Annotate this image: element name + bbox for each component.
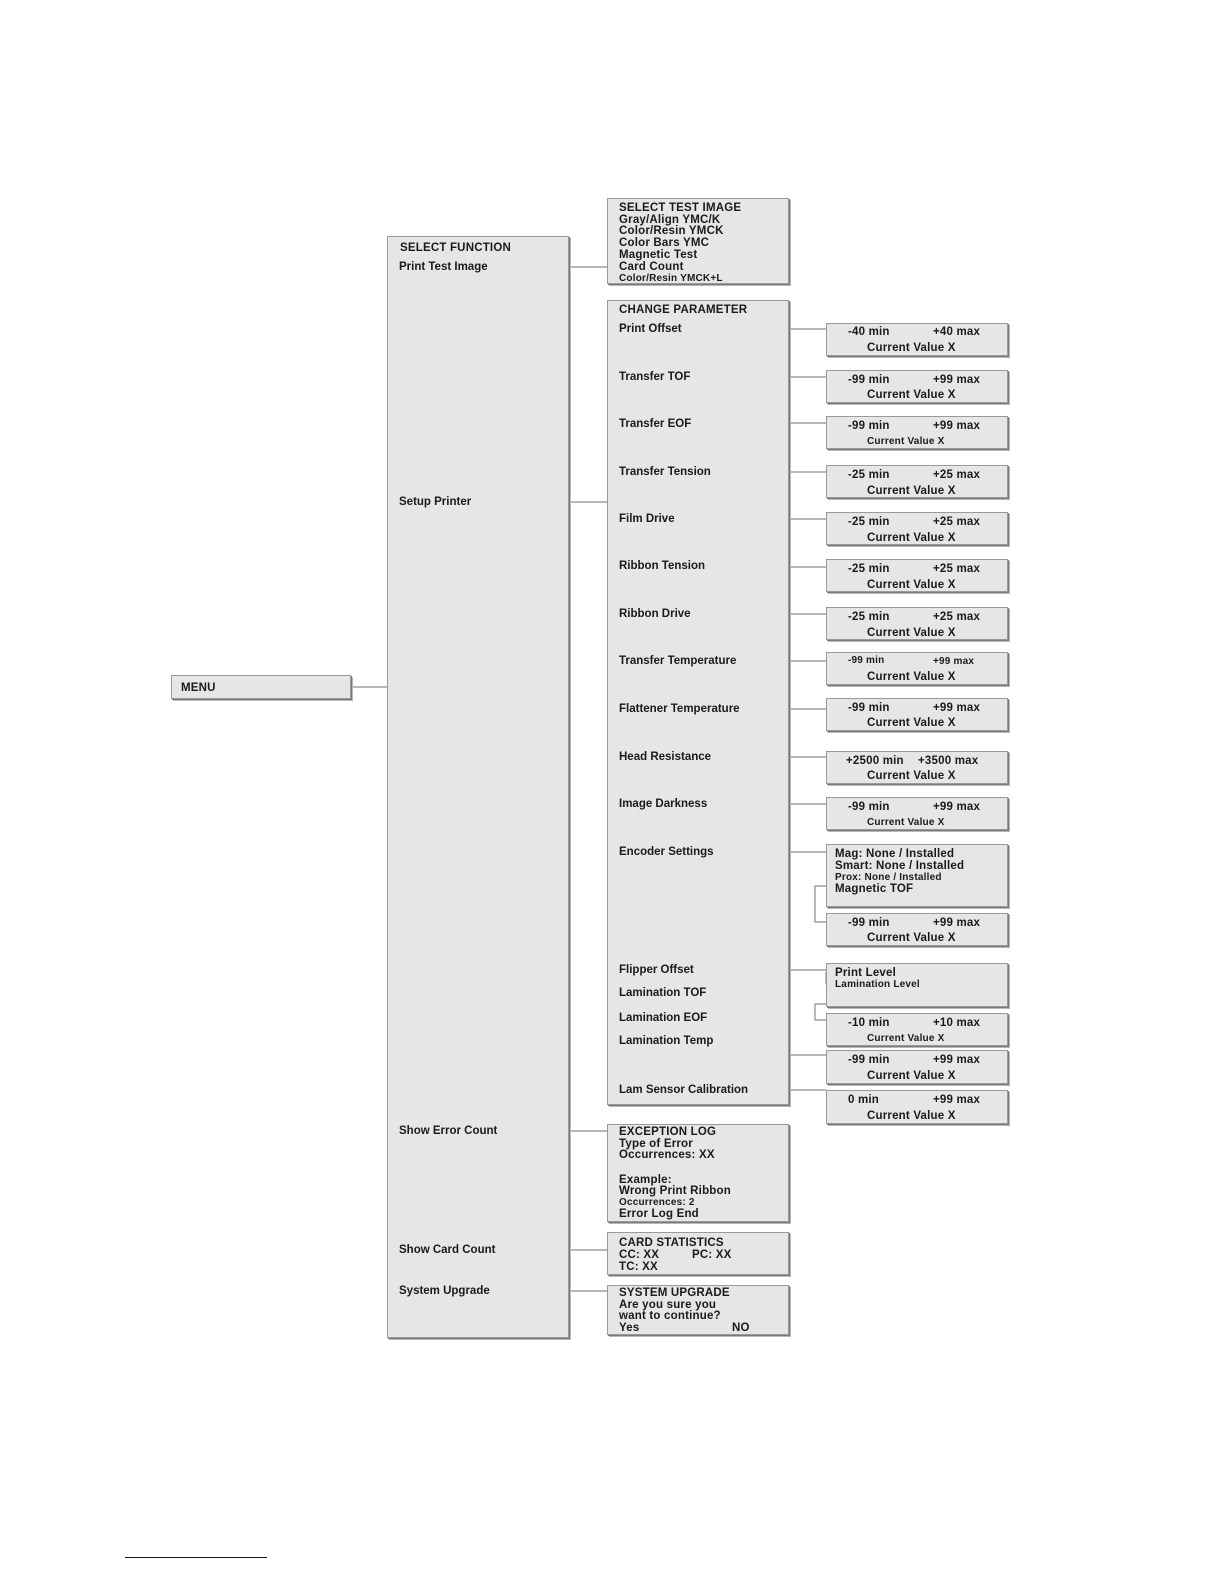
max-value: +40 max (933, 326, 981, 338)
test-image-option[interactable]: Color/Resin YMCK (619, 225, 724, 237)
value-box-ribbon-tension (826, 559, 1008, 592)
card-statistics-box (607, 1232, 789, 1275)
min-value: -10 min (848, 1017, 890, 1029)
encoder-option[interactable]: Magnetic TOF (835, 883, 914, 895)
exception-log-line: Occurrences: 2 (619, 1197, 695, 1208)
param-lamination-tof[interactable]: Lamination TOF (619, 987, 707, 999)
encoder-option[interactable]: Smart: None / Installed (835, 860, 965, 872)
select-function-title: SELECT FUNCTION (400, 242, 511, 254)
max-value: +25 max (933, 516, 981, 528)
value-box-lam-sensor-calibration (826, 1090, 1008, 1124)
current-value: Current Value X (867, 342, 956, 354)
current-value: Current Value X (867, 436, 945, 447)
current-value: Current Value X (867, 627, 956, 639)
min-value: -99 min (848, 420, 890, 432)
card-count-tc: TC: XX (619, 1261, 658, 1273)
param-lamination-temp[interactable]: Lamination Temp (619, 1035, 714, 1047)
value-box-head-resistance (826, 751, 1008, 784)
exception-log-line: Occurrences: XX (619, 1149, 715, 1161)
value-box-flipper-offset (826, 1013, 1008, 1046)
footnote-rule (125, 1557, 267, 1558)
param-film-drive[interactable]: Film Drive (619, 513, 675, 525)
system-upgrade-prompt: Are you sure you (619, 1299, 717, 1311)
min-value: -99 min (848, 917, 890, 929)
value-box-magnetic-tof (826, 913, 1008, 946)
min-value: 0 min (848, 1094, 880, 1106)
current-value: Current Value X (867, 579, 956, 591)
value-box-lamination (826, 1050, 1008, 1084)
min-value: -99 min (848, 655, 885, 666)
exception-log-line: Example: (619, 1174, 672, 1186)
yes-option[interactable]: Yes (619, 1322, 640, 1334)
test-image-option[interactable]: Color/Resin YMCK+L (619, 273, 723, 284)
param-lam-sensor-calibration[interactable]: Lam Sensor Calibration (619, 1084, 749, 1096)
max-value: +99 max (933, 702, 981, 714)
min-value: -25 min (848, 516, 890, 528)
param-ribbon-drive[interactable]: Ribbon Drive (619, 608, 691, 620)
menu-box[interactable] (171, 675, 351, 699)
test-image-option[interactable]: Color Bars YMC (619, 237, 710, 249)
min-value: +2500 min (846, 755, 904, 767)
value-box-ribbon-drive (826, 607, 1008, 640)
max-value: +99 max (933, 420, 981, 432)
menu-item-print-test-image[interactable]: Print Test Image (399, 261, 488, 273)
select-test-image-box (607, 198, 789, 284)
card-count-pc: PC: XX (692, 1249, 732, 1261)
min-value: -25 min (848, 563, 890, 575)
value-box-print-offset (826, 323, 1008, 356)
current-value: Current Value X (867, 389, 956, 401)
value-box-flattener-temperature (826, 698, 1008, 731)
value-box-transfer-temperature (826, 652, 1008, 685)
current-value: Current Value X (867, 532, 956, 544)
current-value: Current Value X (867, 932, 956, 944)
max-value: +25 max (933, 469, 981, 481)
current-value: Current Value X (867, 1070, 956, 1082)
menu-item-system-upgrade[interactable]: System Upgrade (399, 1285, 490, 1297)
min-value: -99 min (848, 1054, 890, 1066)
value-box-transfer-eof (826, 416, 1008, 449)
current-value: Current Value X (867, 1110, 956, 1122)
param-transfer-tof[interactable]: Transfer TOF (619, 371, 691, 383)
encoder-option[interactable]: Mag: None / Installed (835, 848, 955, 860)
max-value: +99 max (933, 656, 975, 667)
select-test-image-title: SELECT TEST IMAGE (619, 202, 742, 214)
flipper-option[interactable]: Print Level (835, 967, 896, 979)
exception-log-line: Wrong Print Ribbon (619, 1185, 731, 1197)
test-image-option[interactable]: Gray/Align YMC/K (619, 214, 721, 226)
param-encoder-settings[interactable]: Encoder Settings (619, 846, 714, 858)
menu-item-show-card-count[interactable]: Show Card Count (399, 1244, 496, 1256)
card-statistics-title: CARD STATISTICS (619, 1237, 724, 1249)
min-value: -40 min (848, 326, 890, 338)
system-upgrade-title: SYSTEM UPGRADE (619, 1287, 730, 1299)
param-flipper-offset[interactable]: Flipper Offset (619, 964, 694, 976)
min-value: -25 min (848, 611, 890, 623)
current-value: Current Value X (867, 485, 956, 497)
system-upgrade-box (607, 1285, 789, 1335)
current-value: Current Value X (867, 671, 956, 683)
no-option[interactable]: NO (732, 1322, 750, 1334)
flipper-option[interactable]: Lamination Level (835, 979, 920, 990)
value-box-image-darkness (826, 797, 1008, 830)
param-transfer-temperature[interactable]: Transfer Temperature (619, 655, 737, 667)
min-value: -25 min (848, 469, 890, 481)
encoder-option[interactable]: Prox: None / Installed (835, 872, 942, 883)
test-image-option[interactable]: Magnetic Test (619, 249, 698, 261)
menu-label: MENU (181, 682, 216, 694)
param-image-darkness[interactable]: Image Darkness (619, 798, 708, 810)
min-value: -99 min (848, 702, 890, 714)
value-box-film-drive (826, 512, 1008, 545)
encoder-settings-box (826, 844, 1008, 907)
value-box-transfer-tension (826, 465, 1008, 498)
min-value: -99 min (848, 374, 890, 386)
current-value: Current Value X (867, 817, 945, 828)
param-print-offset[interactable]: Print Offset (619, 323, 682, 335)
param-ribbon-tension[interactable]: Ribbon Tension (619, 560, 706, 572)
max-value: +99 max (933, 374, 981, 386)
select-function-panel (387, 236, 569, 1338)
max-value: +99 max (933, 1094, 981, 1106)
param-transfer-eof[interactable]: Transfer EOF (619, 418, 692, 430)
current-value: Current Value X (867, 717, 956, 729)
max-value: +99 max (933, 801, 981, 813)
max-value: +99 max (933, 1054, 981, 1066)
exception-log-line: Type of Error (619, 1138, 693, 1150)
exception-log-box (607, 1124, 789, 1222)
max-value: +3500 max (918, 755, 979, 767)
card-count-cc: CC: XX (619, 1249, 660, 1261)
change-parameter-title: CHANGE PARAMETER (619, 304, 748, 316)
current-value: Current Value X (867, 770, 956, 782)
exception-log-title: EXCEPTION LOG (619, 1126, 717, 1138)
max-value: +25 max (933, 563, 981, 575)
min-value: -99 min (848, 801, 890, 813)
exception-log-line: Error Log End (619, 1208, 699, 1220)
param-flattener-temperature[interactable]: Flattener Temperature (619, 703, 740, 715)
param-lamination-eof[interactable]: Lamination EOF (619, 1012, 708, 1024)
value-box-transfer-tof (826, 370, 1008, 403)
param-transfer-tension[interactable]: Transfer Tension (619, 466, 711, 478)
system-upgrade-prompt: want to continue? (619, 1310, 721, 1322)
flipper-offset-box (826, 963, 1008, 1007)
menu-item-setup-printer[interactable]: Setup Printer (399, 496, 472, 508)
max-value: +10 max (933, 1017, 981, 1029)
param-head-resistance[interactable]: Head Resistance (619, 751, 712, 763)
max-value: +25 max (933, 611, 981, 623)
menu-item-show-error-count[interactable]: Show Error Count (399, 1125, 498, 1137)
max-value: +99 max (933, 917, 981, 929)
test-image-option[interactable]: Card Count (619, 261, 684, 273)
current-value: Current Value X (867, 1033, 945, 1044)
